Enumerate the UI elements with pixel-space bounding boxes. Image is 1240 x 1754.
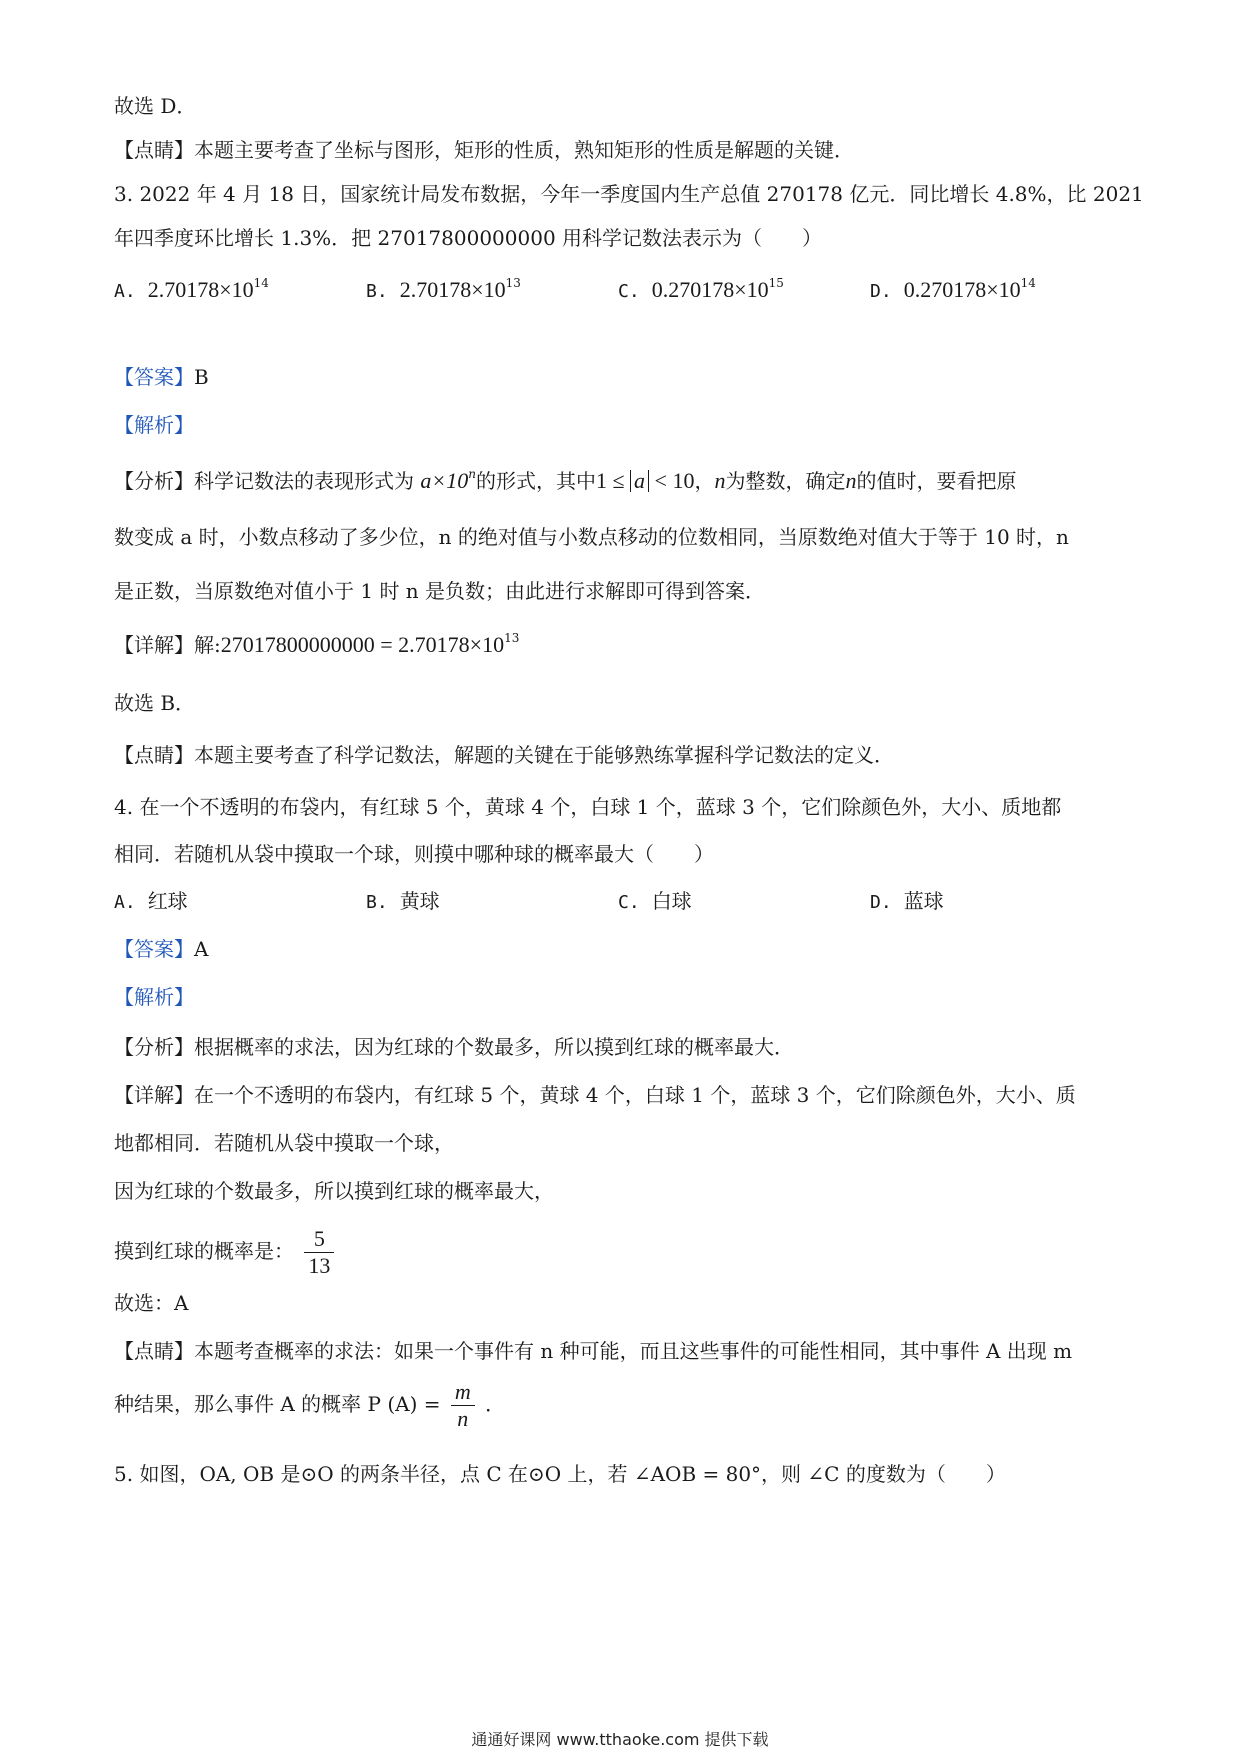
q4-option-c: C. 白球 [618,889,692,913]
q4-option-a: A. 红球 [114,889,188,913]
q3-analysis-line-1: 【分析】科学记数法的表现形式为 $a\times 10^n$的形式，其中1 ≤ a < 10，n为整数，确定n的值时，要看把原 [114,467,1017,493]
q4-analysis-line: 【分析】根据概率的求法，因为红球的个数最多，所以摸到红球的概率最大． [114,1035,794,1059]
q4-detail-line-1: 【详解】在一个不透明的布袋内，有红球 5 个，黄球 4 个，白球 1 个，蓝球 3 个，它们除颜色外，大小、质 [114,1083,1076,1107]
question-4-stem: 4. 在一个不透明的布袋内，有红球 5 个，黄球 4 个，白球 1 个，蓝球 3 个，它们除颜色外，大小、质地都 [114,795,1062,819]
q3-option-b: B. $2.70178\times 10^{13}$ [366,276,521,302]
analysis-tag: 【解析】 [114,413,194,437]
q4-comment-line-1: 【点睛】本题考查概率的求法：如果一个事件有 n 种可能，而且这些事件的可能性相同，其中事件 A 出现 m [114,1339,1073,1363]
section-tag: 【点睛】 [114,138,194,162]
comment-line [114,136,854,164]
q3-detail-line: 【详解】解:27017800000000 = $2.70178\times 10^{13}$ [114,631,520,657]
q4-choice-line: 故选：A [114,1291,189,1315]
option-label: C. [618,281,640,302]
q3-comment-line: 【点睛】本题主要考查了科学记数法，解题的关键在于能够熟练掌握科学记数法的定义． [114,743,894,767]
q3-option-d: D. $0.270178\times 10^{14}$ [870,276,1036,302]
q4-analysis-tag: 【解析】 [114,985,194,1009]
answer-tag: 【答案】 [114,365,194,389]
answer-line [114,363,209,391]
q3-analysis-line-2: 数变成 a 时，小数点移动了多少位，n 的绝对值与小数点移动的位数相同，当原数绝对值大于等于 10 时，n [114,525,1069,549]
q3-option-a: A. $2.70178\times 10^{14}$ [114,276,269,302]
fraction: $\frac{m}{n}$ [451,1379,475,1432]
question-3-stem-cont: 年四季度环比增长 1.3%．把 27017800000000 用科学记数法表示为（ ） [114,226,823,250]
answer-value: B [194,365,209,389]
footer-credit: 通通好课网 www.tthaoke.com 提供下载 [471,1730,769,1749]
question-4-stem-cont: 相同．若随机从袋中摸取一个球，则摸中哪种球的概率最大（ ） [114,842,714,866]
q3-option-c: C. $0.270178\times 10^{15}$ [618,276,784,302]
option-label: D. [870,281,892,302]
question-3-stem: 3. 2022 年 4 月 18 日，国家统计局发布数据，今年一季度国内生产总值 270178 亿元．同比增长 4.8%，比 2021 [114,182,1144,206]
q3-choice-line: 故选 B． [114,691,196,715]
q4-comment-line-2: 种结果，那么事件 A 的概率 P (A) = $\frac{m}{n}$ ． [114,1379,506,1431]
question-5-stem: 5. 如图，OA, OB 是⊙O 的两条半径，点 C 在⊙O 上，若 ∠AOB = 80°，则 ∠C 的度数为（ ） [114,1462,1006,1486]
option-label: A. [114,281,136,302]
option-label: B. [366,281,388,302]
q4-detail-line-3: 因为红球的个数最多，所以摸到红球的概率最大， [114,1179,554,1203]
q4-option-d: D. 蓝球 [870,889,944,913]
comment-text: 本题主要考查了坐标与图形，矩形的性质，熟知矩形的性质是解题的关键． [194,138,854,162]
text-line: 故选 D． [114,94,197,118]
q4-detail-line-4: 摸到红球的概率是： $\frac{5}{13}$ [114,1226,338,1279]
q4-answer-line: 【答案】A [114,937,209,961]
q4-detail-line-2: 地都相同．若随机从袋中摸取一个球， [114,1131,454,1155]
fraction: $\frac{5}{13}$ [304,1226,334,1279]
q4-option-b: B. 黄球 [366,889,440,913]
q3-analysis-line-3: 是正数，当原数绝对值小于 1 时 n 是负数；由此进行求解即可得到答案． [114,579,766,603]
